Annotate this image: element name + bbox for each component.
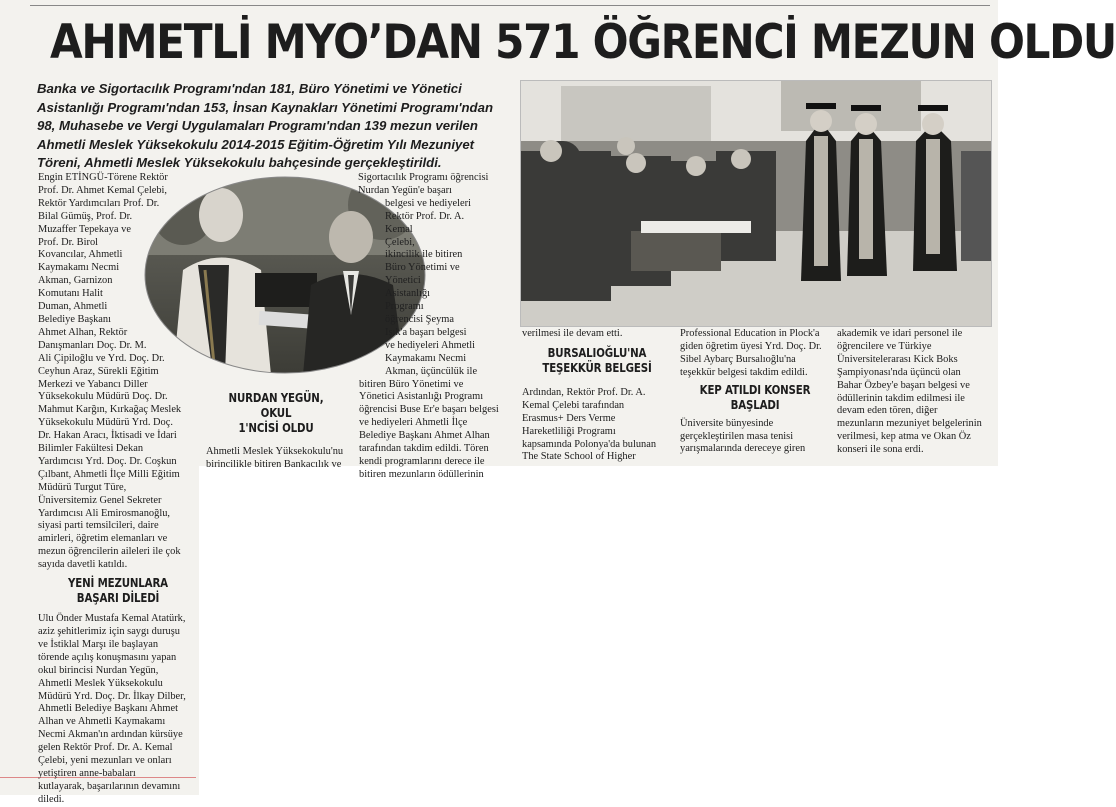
body-line: aziz şehitlerimiz için saygı duruşu xyxy=(38,626,180,637)
body-line: Müdürü Turgut Türe, xyxy=(38,481,127,493)
caption-line: birincilikle bitiren Bankacılık ve xyxy=(206,458,342,470)
lead-line: Ahmetli Meslek Yüksekokulu 2014-2015 Eğitim-Öğretim Yılı Mezuniyet xyxy=(37,136,475,152)
body-line: yarışmalarında dereceye giren xyxy=(680,443,806,455)
body-line: Şampiyonası'nda üçüncü olan xyxy=(837,366,961,378)
body-line: Komutanı Halit xyxy=(38,288,103,300)
body-line: Hareketliliği Programı xyxy=(522,425,616,437)
body-line: Yüksekokulu Müdürü Yrd. Doç. xyxy=(38,417,173,429)
body-line: Ulu Önder Mustafa Kemal Atatürk, xyxy=(38,613,186,625)
body-line: Ceyhun Araz, Sürekli Eğitim xyxy=(38,365,159,377)
body-line: Ali Çipiloğlu ve Yrd. Doç. Dr. xyxy=(38,352,165,364)
subhead-line: 1'NCİSİ OLDU xyxy=(238,420,314,435)
body-line: mezun öğrencilerin aileleri ile çok xyxy=(38,546,181,558)
body-line: Rektör Prof. Dr. A. xyxy=(385,210,465,222)
body-line: Büro Yönetimi ve xyxy=(385,262,460,274)
body-line: Asistanlığı xyxy=(385,288,431,300)
body-line: verilmesi, kep atma ve Okan Öz xyxy=(837,431,971,443)
body-line: Belediye Başkanı Ahmet Alhan xyxy=(359,430,490,442)
body-line: Yardımcısı Yrd. Doç. Dr. Coşkun xyxy=(38,455,177,467)
body-line: Akman, Garnizon xyxy=(38,275,113,287)
subhead-nurdan-yegun xyxy=(219,390,334,435)
body-line: Çelebi, xyxy=(385,236,415,248)
body-line: Programı xyxy=(385,301,424,313)
graduation-ceremony-photo xyxy=(520,80,992,327)
body-line: öğrencilere ve Türkiye xyxy=(837,340,932,352)
body-line: Üniversitemiz Genel Sekreter xyxy=(38,494,162,506)
body-line: Sibel Aybarç Bursalıoğlu'na xyxy=(680,353,796,365)
body-line: konseri ile sona erdi. xyxy=(837,444,924,456)
body-line: Kovancılar, Ahmetli xyxy=(38,249,123,261)
body-line: Yardımcısı Ali Emirosmanoğlu, xyxy=(38,507,171,519)
body-line: Bahar Özbey'e başarı belgesi ve xyxy=(837,379,970,391)
body-line: Bilal Gümüş, Prof. Dr. xyxy=(38,210,133,222)
subhead-line: BURSALIOĞLU'NA xyxy=(547,344,647,360)
body-line: Sigortacılık Programı öğrencisi xyxy=(358,172,489,183)
body-line: Alhan ve Ahmetli Kaymakamı xyxy=(38,716,166,728)
body-line: Kaymakamı Necmi xyxy=(38,262,120,274)
subhead-line: NURDAN YEGÜN, OKUL xyxy=(228,390,324,420)
subhead-line: KEP ATILDI KONSER xyxy=(699,381,811,397)
body-line: Müdürü Yrd. Doç. Dr. İlkay Dilber, xyxy=(38,690,186,702)
subhead-line: YENİ MEZUNLARA xyxy=(68,575,168,591)
body-line: Merkezi ve Yabancı Diller xyxy=(38,378,148,390)
body-line: Prof. Dr. Birol xyxy=(38,236,99,248)
body-line: Rektör Yardımcıları Prof. Dr. xyxy=(38,197,160,209)
body-line: Dr. Hakan Aracı, İktisadi ve İdari xyxy=(38,430,177,442)
body-line: kapsamında Polonya'da bulunan xyxy=(522,438,657,450)
body-line: Yüksekokulu Müdürü Doç. Dr. xyxy=(38,391,168,403)
body-line: Yönetici Asistanlığı Programı xyxy=(359,391,484,403)
body-line: Danışmanları Doç. Dr. M. xyxy=(38,339,147,351)
subhead-line: TEŞEKKÜR BELGESİ xyxy=(542,359,652,375)
photo-caption xyxy=(206,390,346,472)
body-line: Necmi Akman'ın ardından kürsüye xyxy=(38,729,183,741)
body-line: akademik ve idari personel ile xyxy=(837,328,963,339)
column-6 xyxy=(837,328,995,457)
body-line: Yönetici xyxy=(385,275,421,287)
body-line: amirleri, öğretim elemanları ve xyxy=(38,533,168,545)
body-line: belgesi ve hediyeleri xyxy=(385,197,471,209)
body-line: ve hediyeleri Ahmetli xyxy=(385,339,476,351)
subhead-yeni-mezunlara xyxy=(52,575,183,605)
body-line: Mahmut Karğın, Kırkağaç Meslek xyxy=(38,404,182,416)
body-line: sayıda davetli katıldı. xyxy=(38,559,128,571)
body-line: kendi programlarını derece ile xyxy=(359,455,485,467)
body-line: bitiren mezunların ödüllerinin xyxy=(359,468,484,480)
body-line: ve İstiklal Marşı ile başlayan xyxy=(38,638,159,650)
subhead-line: BAŞARI DİLEDİ xyxy=(76,590,160,606)
column-3 xyxy=(355,172,505,482)
body-line: verilmesi ile devam etti. xyxy=(522,328,623,339)
body-line: Ahmetli Belediye Başkanı Ahmet xyxy=(38,703,178,715)
body-line: Kemal Çelebi tarafından xyxy=(522,399,625,411)
body-line: öğrencisi Buse Er'e başarı belgesi xyxy=(359,404,499,416)
body-line: Nurdan Yegün'e başarı xyxy=(358,184,452,196)
subhead-line: BAŞLADI xyxy=(730,396,780,412)
body-line: Işık'a başarı belgesi xyxy=(385,326,467,338)
body-line: Akman, üçüncülük ile xyxy=(385,365,478,377)
body-line: gelen Rektör Prof. Dr. A. Kemal xyxy=(38,742,173,754)
body-line: Üniversite bünyesinde xyxy=(680,417,774,429)
body-line: Kemal xyxy=(385,223,413,235)
body-line: Prof. Dr. Ahmet Kemal Çelebi, xyxy=(38,184,167,196)
column-5 xyxy=(680,328,830,456)
body-line: gerçekleştirilen masa tenisi xyxy=(680,430,794,442)
body-line: törende açılış konuşmasını yapan xyxy=(38,651,177,663)
body-line: giden öğretim üyesi Yrd. Doç. Dr. xyxy=(680,340,822,352)
top-rule xyxy=(30,5,990,6)
body-line: Bilimler Fakültesi Dekan xyxy=(38,443,144,455)
body-line: Çılbant, Ahmetli İlçe Milli Eğitim xyxy=(38,468,180,480)
body-line: The State School of Higher xyxy=(522,451,636,463)
body-line: yetiştiren anne-babaları xyxy=(38,767,136,779)
body-line: ve hediyeleri Ahmetli İlçe xyxy=(359,417,468,429)
article-headline: AHMETLİ MYO’DAN 571 ÖĞRENCİ MEZUN OLDU xyxy=(50,15,1116,70)
body-line: Kaymakamı Necmi xyxy=(385,352,467,364)
body-line: teşekkür belgesi takdim edildi. xyxy=(680,366,808,378)
body-line: siyasi parti temsilcileri, daire xyxy=(38,520,159,532)
body-line: okul birincisi Nurdan Yegün, xyxy=(38,664,159,676)
lead-line: Töreni, Ahmetli Meslek Yüksekokulu bahçesinde gerçekleştirildi. xyxy=(37,155,442,171)
body-line: Duman, Ahmetli xyxy=(38,301,108,313)
body-line: Ardından, Rektör Prof. Dr. A. xyxy=(522,386,646,398)
lead-line: Banka ve Sigortacılık Programı'ndan 181, Büro Yönetimi ve Yönetici xyxy=(37,81,462,96)
body-line: Professional Education in Plock'a xyxy=(680,328,820,339)
body-line: Ahmet Alhan, Rektör xyxy=(38,326,128,338)
body-line: bitiren Büro Yönetimi ve xyxy=(359,378,464,390)
body-line: ikincilik ile bitiren xyxy=(385,249,463,261)
lead-line: 98, Muhasebe ve Vergi Uygulamaları Programı'ndan 139 mezun verilen xyxy=(37,118,478,134)
body-line: diledi. xyxy=(38,793,65,805)
subhead-kep-atildi xyxy=(694,382,817,412)
body-line: Üniversitelerarası Kick Boks xyxy=(837,353,958,365)
body-line: Belediye Başkanı xyxy=(38,313,112,325)
caption-line: Ahmetli Meslek Yüksekokulu'nu xyxy=(206,446,344,457)
body-line: devam eden tören, diğer xyxy=(837,405,938,417)
body-line: öğrencisi Şeyma xyxy=(385,313,454,325)
column-4 xyxy=(522,328,672,464)
body-line: ödüllerinin takdim edilmesi ile xyxy=(837,392,965,404)
body-line: mezunların mezuniyet belgelerinin xyxy=(837,418,982,430)
body-line: Ahmetli Meslek Yüksekokulu xyxy=(38,677,163,689)
body-line: tarafından takdim edildi. Tören xyxy=(359,443,489,455)
article-lead xyxy=(37,80,515,173)
body-line: Çelebi, yeni mezunları ve onları xyxy=(38,755,172,767)
body-line: Erasmus+ Ders Verme xyxy=(522,412,616,424)
body-line: Engin ETİNGÜ-Törene Rektör xyxy=(38,172,168,183)
body-line: kutlayarak, başarılarının devamını xyxy=(38,780,181,792)
body-line: Muzaffer Tepekaya ve xyxy=(38,223,131,235)
subhead-bursalioglu xyxy=(536,345,659,375)
lead-line: Asistanlığı Programı'ndan 153, İnsan Kaynakları Yönetimi Programı'ndan xyxy=(37,99,493,115)
